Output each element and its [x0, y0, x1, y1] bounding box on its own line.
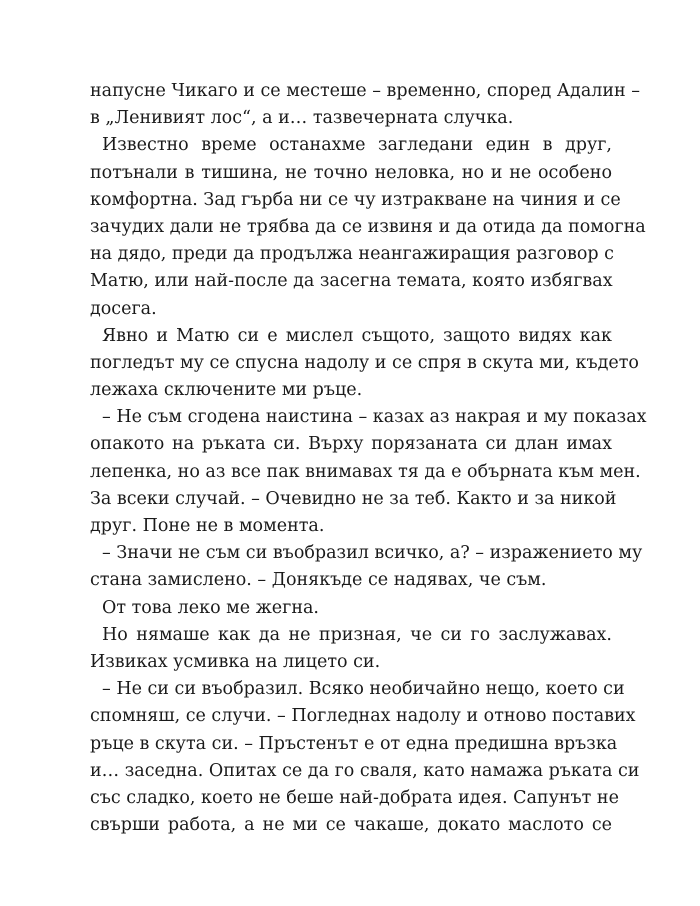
text-line: опакото на ръката си. Върху порязаната си длан имах — [90, 434, 612, 455]
book-page-text — [90, 78, 647, 839]
text-line: ръце в скута си. – Пръстенът е от една предишна връзка — [90, 733, 618, 754]
text-line: Матю, или най-после да засегна темата, която избягвах — [90, 271, 613, 292]
text-line: – Не съм сгодена наистина – казах аз накрая и му показах — [102, 407, 647, 428]
text-line: лепенка, но аз все пак внимавах тя да е обърната към мен. — [90, 461, 641, 482]
text-line: От това леко ме жегна. — [102, 597, 319, 618]
text-line: комфортна. Зад гърба ни се чу изтракване на чиния и се — [90, 189, 621, 210]
text-line: свърши работа, а не ми се чакаше, докато маслото се — [90, 815, 612, 836]
text-line: Извиках усмивка на лицето си. — [90, 651, 381, 672]
text-line: стана замислено. – Донякъде се надявах, че съм. — [90, 570, 547, 591]
text-line: досега. — [90, 298, 157, 319]
text-line: в „Ленивият лос“, а и… тазвечерната случка. — [90, 108, 514, 129]
text-line: на дядо, преди да продължа неангажиращия разговор с — [90, 244, 614, 265]
text-line: и… заседна. Опитах се да го сваля, като намажа ръката си — [90, 760, 640, 781]
text-line: зачудих дали не трябва да се извиня и да отида да помогна — [90, 216, 646, 237]
text-line: – Не си си въобразил. Всяко необичайно нещо, което си — [102, 679, 625, 700]
text-line: друг. Поне не в момента. — [90, 516, 325, 536]
text-line: Но нямаше как да не призная, че си го заслужавах. — [102, 624, 612, 645]
text-line: спомняш, се случи. – Погледнах надолу и отново поставих — [90, 706, 636, 727]
text-line: – Значи не съм си въобразил всичко, а? – изражението му — [102, 543, 643, 564]
text-line: потънали в тишина, не точно неловка, но и не особено — [90, 162, 612, 183]
text-line: погледът му се спусна надолу и се спря в скута ми, където — [90, 352, 639, 373]
text-line: За всеки случай. – Очевидно не за теб. Както и за никой — [90, 488, 617, 509]
text-line: лежаха сключените ми ръце. — [90, 380, 363, 401]
text-line: Известно време останахме загледани един в друг, — [102, 135, 612, 156]
text-line: със сладко, което не беше най-добрата идея. Сапунът не — [90, 787, 619, 808]
text-line: напусне Чикаго и се местеше – временно, според Адалин – — [90, 81, 641, 101]
text-line: Явно и Матю си е мислел същото, защото видях как — [102, 325, 612, 346]
